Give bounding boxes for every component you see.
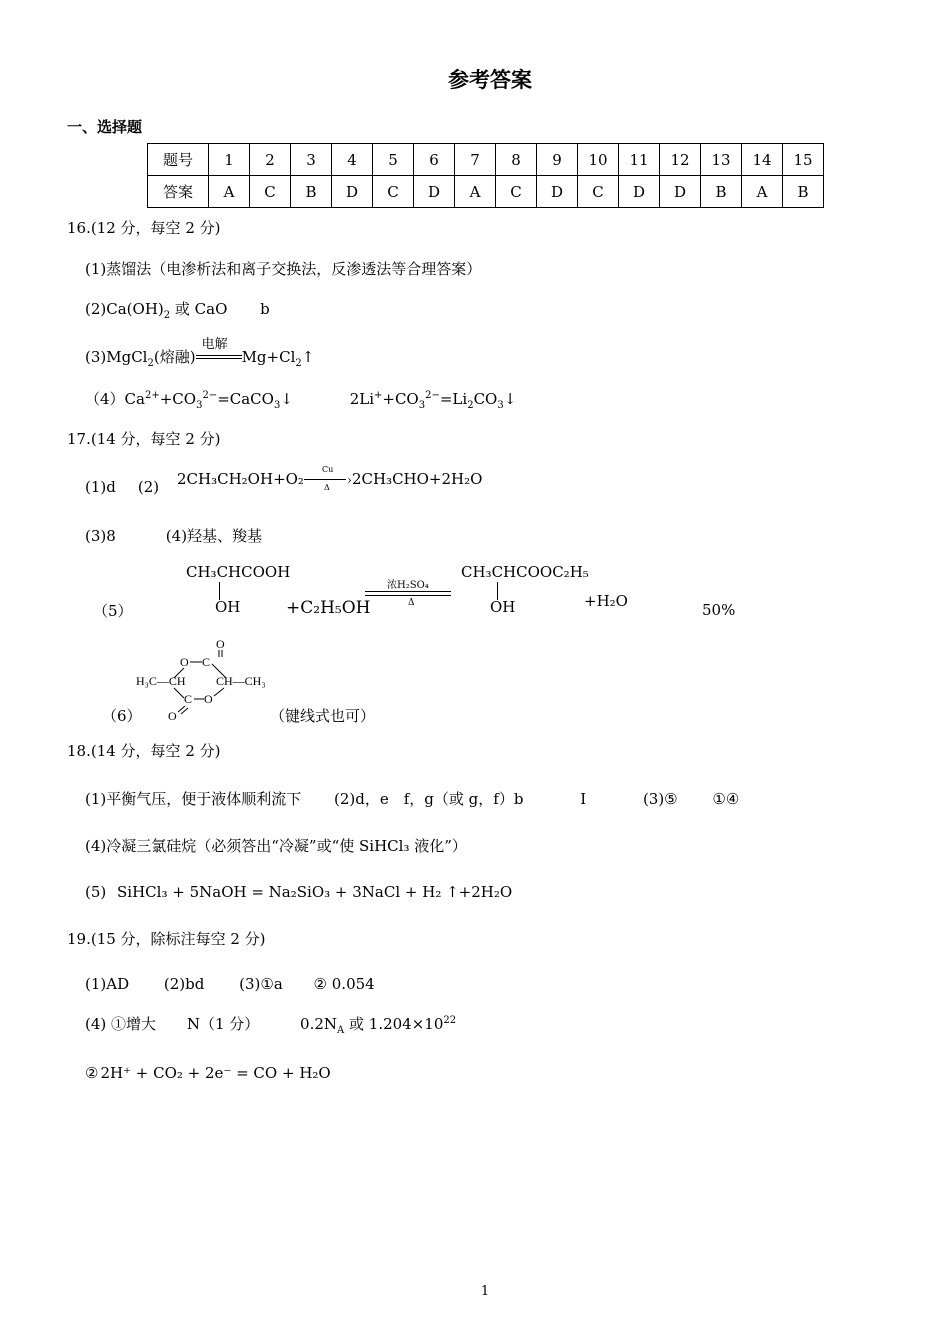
table-cell-answer: C — [578, 176, 619, 208]
q16-line4: $(4)Ca^{2+}+CO_3^{2-}=CaCO_3↓$ $2Li^++CO_3^{2-}=Li_2CO_3↓$ — [85, 390, 517, 411]
table-row-answers — [148, 176, 824, 208]
q19-header: 19.(15 分，除标注每空 2 分) — [67, 930, 266, 948]
reaction-arrow: Cu › Δ — [304, 473, 352, 487]
q17-line5-label: （5） — [93, 602, 133, 620]
table-cell-number: 1 — [209, 144, 250, 176]
answer-table — [147, 143, 824, 208]
reactant-oh: OH — [215, 598, 241, 616]
table-header-answer: 答案 — [148, 176, 209, 208]
ring-ch-left: H₃C—CH — [136, 674, 186, 688]
ring-o-left: O — [180, 655, 189, 669]
q17-line6-label: （6） — [102, 707, 142, 725]
esterification-arrow: 浓H₂SO₄ Δ — [365, 576, 451, 610]
table-cell-answer: C — [373, 176, 414, 208]
product-ester: CH₃CHCOOC₂H₅ — [461, 563, 589, 581]
q18-header: 18.(14 分，每空 2 分) — [67, 742, 221, 760]
ring-ch-right: CH—CH₃ — [216, 674, 266, 688]
table-cell-answer: B — [291, 176, 332, 208]
ring-o-right: O — [204, 692, 213, 706]
table-cell-number: 11 — [619, 144, 660, 176]
table-cell-number: 5 — [373, 144, 414, 176]
table-cell-answer: B — [701, 176, 742, 208]
table-cell-answer: A — [209, 176, 250, 208]
plus-ethanol: +C₂H₅OH — [286, 598, 371, 618]
table-cell-answer: B — [783, 176, 824, 208]
q17-eq2: 2CH₃CH₂OH+O₂ Cu › Δ 2CH₃CHO+2H₂O — [177, 465, 483, 492]
q19-line1: (1)AD (2)bd (3)①a ② 0.054 — [85, 975, 375, 993]
q18-line3: (5) SiHCl₃ + 5NaOH = Na₂SiO₃ + 3NaCl + H₂ ↑+2H₂O — [85, 883, 513, 901]
q18-line2: (4)冷凝三氯硅烷（必须答出“冷凝”或“使 SiHCl₃ 液化”） — [85, 837, 467, 855]
table-cell-number: 10 — [578, 144, 619, 176]
q19-line3: ② 2H⁺ + CO₂ + 2e⁻ = CO + H₂O — [85, 1064, 331, 1082]
table-cell-answer: D — [332, 176, 373, 208]
table-cell-number: 6 — [414, 144, 455, 176]
electrolysis-arrow: 电解 — [196, 351, 242, 365]
table-cell-answer: C — [496, 176, 537, 208]
yield-value: 50% — [702, 601, 736, 619]
table-cell-answer: D — [414, 176, 455, 208]
table-cell-answer: A — [455, 176, 496, 208]
table-cell-answer: D — [537, 176, 578, 208]
q16-header: 16.(12 分，每空 2 分) — [67, 219, 221, 237]
section-heading-multiple-choice: 一、选择题 — [67, 118, 143, 136]
page-number: 1 — [480, 1284, 490, 1299]
reactant-lactic-acid: CH₃CHCOOH — [186, 563, 291, 581]
table-cell-number: 8 — [496, 144, 537, 176]
table-cell-number: 12 — [660, 144, 701, 176]
q17-line3: (3)8 (4)羟基、羧基 — [85, 527, 263, 545]
ring-carbonyl-o-top: O — [216, 637, 225, 651]
q16-line1: (1)蒸馏法（电渗析法和离子交换法，反渗透法等合理答案） — [85, 260, 482, 278]
table-cell-number: 3 — [291, 144, 332, 176]
table-row-numbers — [148, 144, 824, 176]
ring-c-bottom: C — [184, 692, 193, 706]
q16-line3: (3)MgCl$_2$(熔融) 电解 $Mg+Cl_2↑$ — [85, 337, 315, 369]
q19-line2: (4) ①增大 N（1 分） $0.2N_A$ 或 $1.204\times 10^{22}$ — [85, 1015, 457, 1036]
table-cell-number: 13 — [701, 144, 742, 176]
table-cell-answer: A — [742, 176, 783, 208]
table-cell-number: 15 — [783, 144, 824, 176]
q17-line6-note: （键线式也可） — [270, 707, 376, 725]
table-cell-number: 2 — [250, 144, 291, 176]
table-cell-number: 7 — [455, 144, 496, 176]
table-cell-answer: D — [619, 176, 660, 208]
table-cell-answer: C — [250, 176, 291, 208]
product-oh: OH — [490, 598, 516, 616]
table-header-number: 题号 — [148, 144, 209, 176]
q17-line1: (1)d (2) — [85, 478, 160, 496]
ring-carbonyl-o-bottom: O — [168, 709, 177, 723]
lactide-structure — [130, 632, 280, 724]
ring-c-top: C — [202, 655, 211, 669]
q17-header: 17.(14 分，每空 2 分) — [67, 430, 221, 448]
table-cell-number: 4 — [332, 144, 373, 176]
plus-water: +H₂O — [584, 592, 628, 610]
table-cell-number: 9 — [537, 144, 578, 176]
q18-line1: (1)平衡气压，便于液体顺利流下 (2)d，e f，g（或 g，f）b Ⅰ (3)⑤ ①④ — [85, 790, 740, 808]
q16-line2: $(2)Ca(OH)_2$ 或 CaO b — [85, 300, 270, 321]
page-title: 参考答案 — [448, 67, 532, 92]
table-cell-number: 14 — [742, 144, 783, 176]
table-cell-answer: D — [660, 176, 701, 208]
